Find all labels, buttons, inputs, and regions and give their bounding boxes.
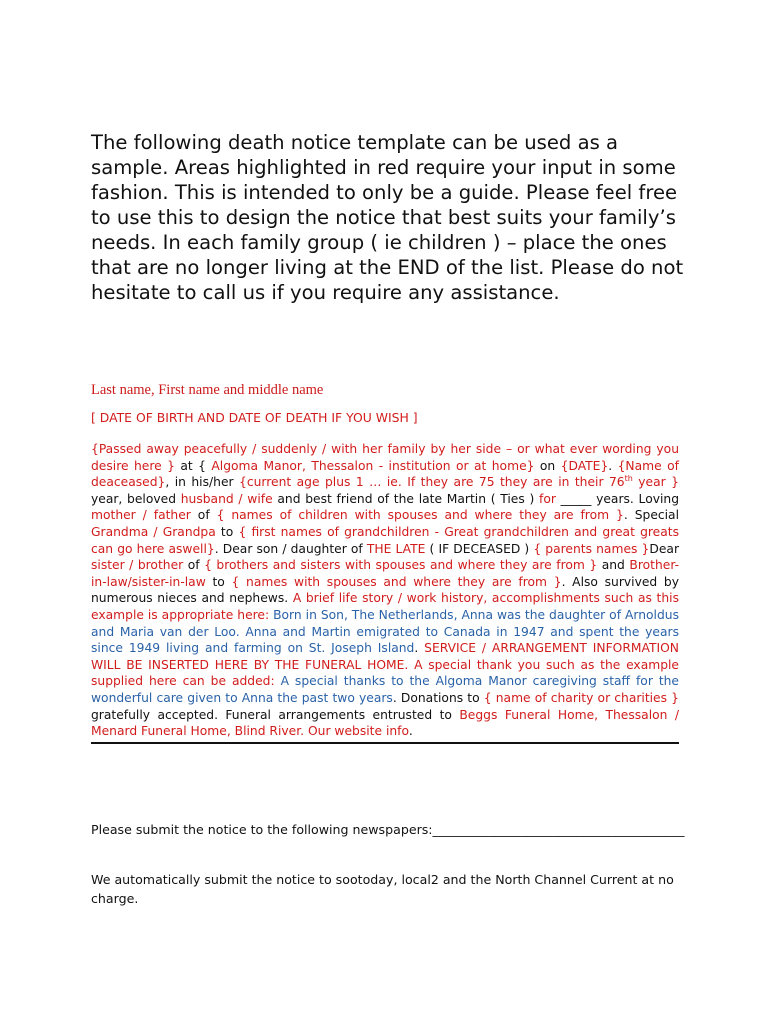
- in-laws-placeholder: { names with spouses and where they are from }: [231, 574, 562, 589]
- age-text-end: year }: [632, 475, 679, 490]
- grandchildren-placeholder: { first names of grandchildren - Great grandchildren and great greats can go here aswell}: [91, 524, 679, 556]
- name-line: Last name, First name and middle name: [91, 382, 324, 398]
- notice-text: . Dear son / daughter of: [214, 541, 367, 556]
- notice-text: , in his/her: [165, 475, 240, 490]
- date-line: [ DATE OF BIRTH AND DATE OF DEATH IF YOU WISH ]: [91, 410, 418, 425]
- intro-paragraph: The following death notice template can be used as a sample. Areas highlighted in red require your input in some fashion. This is intended to only be a guide. Please feel free to use this to design the notice that best suits your family’s needs. In each family group ( ie children ) – place the ones that are no longer living at the END of the list. Please do not hesitate to call us if you require any assistance.: [91, 131, 684, 304]
- siblings-placeholder: { brothers and sisters with spouses and where they are from }: [204, 558, 598, 573]
- auto-submit-note: We automatically submit the notice to sootoday, local2 and the North Channel Current at no charge.: [91, 872, 674, 906]
- age-ordinal-suffix: th: [624, 474, 633, 484]
- notice-text: . Special: [623, 508, 680, 523]
- notice-text: . Also survived by numerous nieces and nephews.: [91, 574, 679, 606]
- notice-text: gratefully accepted. Funeral arrangements entrusted to: [91, 707, 460, 722]
- newspapers-line: Please submit the notice to the following newspapers:________________________________________: [91, 822, 685, 837]
- age-placeholder: [239, 475, 679, 489]
- funeral-home-placeholder: Beggs Funeral Home, Thessalon / Menard Funeral Home, Blind River. Our website info: [91, 707, 679, 739]
- spouse-placeholder: husband / wife: [180, 491, 273, 506]
- charity-placeholder: { name of charity or charities }: [483, 690, 679, 705]
- location-placeholder: Algoma Manor, Thessalon - institution or at home}: [211, 458, 535, 473]
- notice-text: . Donations to: [392, 690, 484, 705]
- notice-text: and best friend of the late Martin ( Ties ): [272, 491, 539, 506]
- notice-text: .: [608, 458, 618, 473]
- notice-text: Dear: [649, 541, 680, 556]
- notice-text: year, beloved: [91, 491, 181, 506]
- life-story-example: Born in Son, The Netherlands, Anna was the daughter of Arnoldus and Maria van der Loo. Anna and Martin emigrated to Canada in 1947 and spent the years since 1949 living and farming on St. Joseph Island: [91, 607, 679, 656]
- notice-text: and: [597, 558, 630, 573]
- notice-text: .: [414, 641, 425, 656]
- notice-text: of: [183, 558, 205, 573]
- sibling-role-placeholder: sister / brother: [91, 558, 184, 573]
- parents-placeholder: { parents names }: [533, 541, 650, 556]
- notice-text: of: [190, 508, 217, 523]
- deceased-name-placeholder: {Name of deaceased}: [91, 458, 679, 490]
- grandparent-placeholder: Grandma / Grandpa: [91, 524, 216, 539]
- notice-text: on: [534, 458, 561, 473]
- service-instruction: SERVICE / ARRANGEMENT INFORMATION WILL BE INSERTED HERE BY THE FUNERAL HOME. A special thank you such as the example supplied here can be added:: [91, 641, 679, 689]
- notice-text: at {: [174, 458, 212, 473]
- notice-text: to: [205, 574, 232, 589]
- notice-text: .: [408, 724, 413, 739]
- children-placeholder: { names of children with spouses and where they are from }: [216, 508, 624, 523]
- years-placeholder: for: [538, 491, 556, 506]
- parent-role-placeholder: mother / father: [91, 508, 191, 523]
- notice-text: _____ years. Loving: [555, 491, 680, 506]
- thank-you-example: A special thanks to the Algoma Manor caregiving staff for the wonderful care given to Anna the past two years: [91, 674, 679, 705]
- notice-text: ( IF DECEASED ): [425, 541, 534, 556]
- notice-text: to: [215, 524, 239, 539]
- passed-away-placeholder: {Passed away peacefully / suddenly / with her family by her side – or what ever wording you desire here }: [91, 442, 679, 473]
- notice-template-paragraph: [91, 441, 679, 744]
- date-placeholder: {DATE}: [560, 458, 609, 473]
- life-story-instruction: A brief life story / work history, accomplishments such as this example is appropriate here:: [91, 591, 679, 622]
- in-law-role-placeholder: Brother-in-law/sister-in-law: [91, 558, 680, 589]
- the-late-placeholder: THE LATE: [366, 541, 426, 556]
- age-text: {current age plus 1 … ie. If they are 75 they are in their 76: [239, 475, 625, 490]
